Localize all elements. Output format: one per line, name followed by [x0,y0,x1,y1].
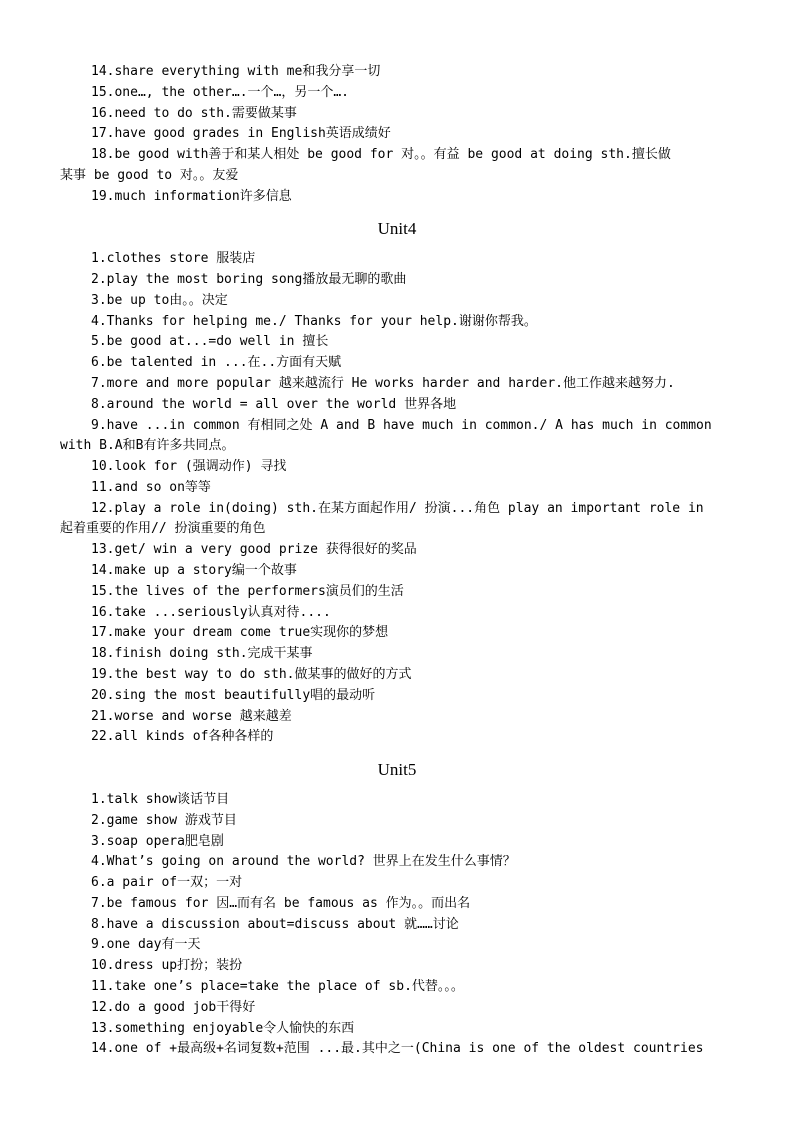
list-item: 17.have good grades in English英语成绩好 [91,126,391,141]
list-item: 16.need to do sth.需要做某事 [91,106,297,121]
list-item-continuation: with B.A和B有许多共同点。 [60,438,235,453]
list-item: 20.sing the most beautifully唱的最动听 [91,688,376,703]
list-item: 7.be famous for 因…而有名 be famous as 作为。。而出名 [91,896,471,911]
list-item: 15.the lives of the performers演员们的生活 [91,584,404,599]
list-item: 15.one…, the other….一个…，另一个…. [91,85,350,100]
list-item: 18.finish doing sth.完成干某事 [91,646,313,661]
list-item: 9.one day有一天 [91,937,201,952]
list-item: 4.What’s going on around the world? 世界上在发生什么事情？ [91,854,516,869]
list-item: 22.all kinds of各种各样的 [91,729,274,744]
list-item: 2.game show 游戏节目 [91,813,237,828]
list-item: 11.and so on等等 [91,480,211,495]
list-item: 21.worse and worse 越来越差 [91,709,292,724]
list-item: 19.much information许多信息 [91,189,292,204]
list-item: 11.take one’s place=take the place of sb.代替。。。 [91,979,464,994]
list-item: 13.get/ win a very good prize 获得很好的奖品 [91,542,417,557]
list-item: 8.have a discussion about=discuss about 就……讨论 [91,917,459,932]
list-item: 7.more and more popular 越来越流行 He works harder and harder.他工作越来越努力. [91,376,675,391]
list-item: 3.be up to由。。决定 [91,293,228,308]
list-item: 10.dress up打扮；装扮 [91,958,243,973]
list-item: 19.the best way to do sth.做某事的做好的方式 [91,667,412,682]
list-item: 12.play a role in(doing) sth.在某方面起作用/ 扮演...角色 play an important role in [91,501,704,516]
list-item: 14.one of +最高级+名词复数+范围 ...最.其中之一(China is one of the oldest countries [91,1041,704,1056]
list-item: 12.do a good job干得好 [91,1000,256,1015]
list-item: 9.have ...in common 有相同之处 A and B have much in common./ A has much in common [91,418,712,433]
list-item: 1.clothes store 服装店 [91,251,256,266]
list-item: 3.soap opera肥皂剧 [91,834,224,849]
list-item: 14.make up a story编一个故事 [91,563,297,578]
list-item: 6.a pair of一双；一对 [91,875,243,890]
list-item: 14.share everything with me和我分享一切 [91,64,381,79]
list-item: 17.make your dream come true实现你的梦想 [91,625,389,640]
list-item: 1.talk show谈话节目 [91,792,230,807]
list-item: 4.Thanks for helping me./ Thanks for your help.谢谢你帮我。 [91,314,537,329]
list-item: 10.look for (强调动作) 寻找 [91,459,287,474]
unit5-heading: Unit5 [377,760,417,779]
list-item: 13.something enjoyable令人愉快的东西 [91,1021,355,1036]
list-item: 5.be good at...=do well in 擅长 [91,334,329,349]
list-item: 18.be good with善于和某人相处 be good for 对。。有益 be good at doing sth.擅长做 [91,147,671,162]
list-item: 16.take ...seriously认真对待.... [91,605,331,620]
list-item-continuation: 某事 be good to 对。。友爱 [60,168,239,183]
list-item: 8.around the world = all over the world 世界各地 [91,397,457,412]
list-item: 2.play the most boring song播放最无聊的歌曲 [91,272,407,287]
list-item-continuation: 起着重要的作用// 扮演重要的角色 [60,521,266,536]
list-item: 6.be talented in ...在..方面有天赋 [91,355,342,370]
unit4-heading: Unit4 [377,219,417,238]
